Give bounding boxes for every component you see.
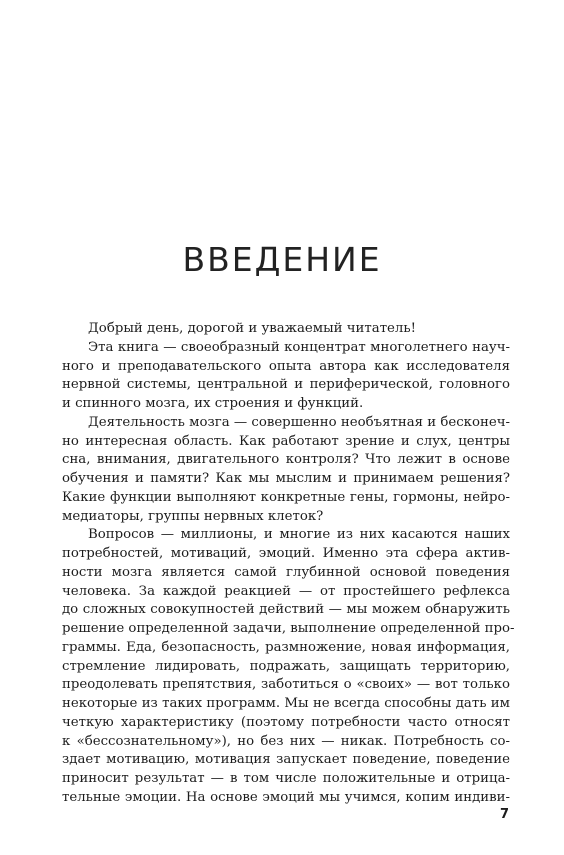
- text-line: нервной системы, центральной и периферической, головного: [62, 377, 510, 393]
- paragraph: [62, 414, 510, 527]
- text-line: Эта книга — своеобразный концентрат многолетнего науч-: [88, 339, 510, 355]
- text-line: человека. За каждой реакцией — от простейшего рефлекса: [62, 583, 510, 599]
- paragraph: [62, 339, 510, 414]
- body-text: [62, 320, 515, 808]
- text-line: к «бессознательному»), но без них — никак. Потребность со-: [62, 733, 510, 749]
- paragraph: [62, 526, 515, 807]
- text-line: но интересная область. Как работают зрение и слух, центры: [62, 433, 510, 449]
- text-line: до сложных совокупностей действий — мы можем обнаружить: [62, 602, 510, 618]
- text-line: некоторые из таких программ. Мы не всегда способны дать им: [62, 696, 510, 711]
- text-line: потребностей, мотиваций, эмоций. Именно эта сфера актив-: [62, 546, 510, 561]
- text-line: и спинного мозга, их строения и функций.: [62, 396, 364, 411]
- text-line: четкую характеристику (поэтому потребности часто относят: [62, 714, 510, 730]
- text-line: обучения и памяти? Как мы мыслим и принимаем решения?: [62, 471, 510, 486]
- text-line: граммы. Еда, безопасность, размножение, новая информация,: [62, 639, 510, 655]
- text-line: сна, внимания, двигательного контроля? Что лежит в основе: [62, 452, 510, 468]
- text-line: ного и преподавательского опыта автора как исследователя: [62, 358, 510, 374]
- text-line: стремление лидировать, подражать, защищать территорию,: [62, 658, 510, 674]
- page-number: 7: [499, 807, 509, 822]
- text-line: Добрый день, дорогой и уважаемый читатель!: [88, 321, 416, 336]
- text-line: приносит результат — в том числе положительные и отрица-: [62, 771, 510, 786]
- text-line: Вопросов — миллионы, и многие из них касаются наших: [88, 527, 510, 543]
- text-line: преодолевать препятствия, заботиться о «своих» — вот только: [62, 677, 510, 693]
- text-line: тельные эмоции. На основе эмоций мы учимся, копим индиви-: [62, 789, 510, 805]
- text-line: решение определенной задачи, выполнение определенной про-: [62, 621, 515, 636]
- text-line: ности мозга является самой глубинной основой поведения: [62, 564, 510, 580]
- paragraph: [62, 320, 510, 339]
- text-line: медиаторы, группы нервных клеток?: [62, 508, 324, 524]
- chapter-title: ВВЕДЕНИЕ: [182, 240, 382, 279]
- text-line: Деятельность мозга — совершенно необъятная и бесконеч-: [88, 414, 510, 430]
- text-line: здает мотивацию, мотивация запускает поведение, поведение: [62, 752, 510, 768]
- text-line: Какие функции выполняют конкретные гены, гормоны, нейро-: [62, 489, 510, 505]
